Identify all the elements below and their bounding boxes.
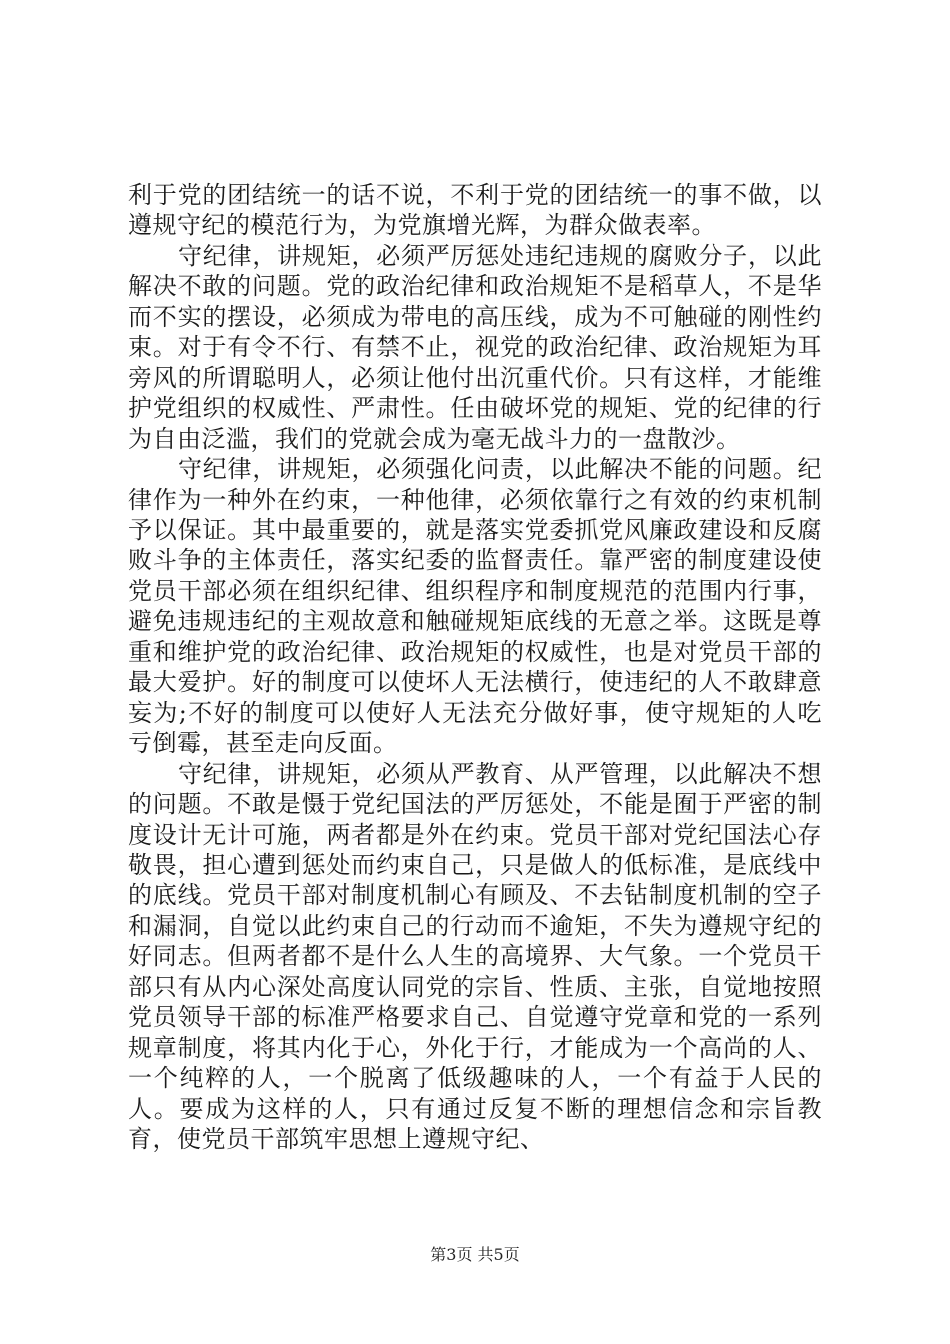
paragraph-punishment: 守纪律，讲规矩，必须严厉惩处违纪违规的腐败分子，以此解决不敢的问题。党的政治纪律和政治规矩不是稻草人，不是华而不实的摆设，必须成为带电的高压线，成为不可触碰的刚性约束。对于有令不行、有禁不止，视党的政治纪律、政治规矩为耳旁风的所谓聪明人，必须让他付出沉重代价。只有这样，才能维护党组织的权威性、严肃性。任由破坏党的规矩、党的纪律的行为自由泛滥，我们的党就会成为毫无战斗力的一盘散沙。	[128, 241, 822, 453]
paragraph-education: 守纪律，讲规矩，必须从严教育、从严管理，以此解决不想的问题。不敢是慑于党纪国法的严厉惩处，不能是囿于严密的制度设计无计可施，两者都是外在约束。党员干部对党纪国法心存敬畏，担心遭到惩处而约束自己，只是做人的低标准，是底线中的底线。党员干部对制度机制心有顾及、不去钻制度机制的空子和漏洞，自觉以此约束自己的行动而不逾矩，不失为遵规守纪的好同志。但两者都不是什么人生的高境界、大气象。一个党员干部只有从内心深处高度认同党的宗旨、性质、主张，自觉地按照党员领导干部的标准严格要求自己、自觉遵守党章和党的一系列规章制度，将其内化于心，外化于行，才能成为一个高尚的人、一个纯粹的人，一个脱离了低级趣味的人，一个有益于人民的人。要成为这样的人，只有通过反复不断的理想信念和宗旨教育，使党员干部筑牢思想上遵规守纪、	[128, 759, 822, 1154]
page-footer: 第3页 共5页	[430, 1245, 520, 1264]
paragraph-accountability: 守纪律，讲规矩，必须强化问责，以此解决不能的问题。纪律作为一种外在约束，一种他律，必须依靠行之有效的约束机制予以保证。其中最重要的，就是落实党委抓党风廉政建设和反腐败斗争的主体责任，落实纪委的监督责任。靠严密的制度建设使党员干部必须在组织纪律、组织程序和制度规范的范围内行事，避免违规违纪的主观故意和触碰规矩底线的无意之举。这既是尊重和维护党的政治纪律、政治规矩的权威性，也是对党员干部的最大爱护。好的制度可以使坏人无法横行，使违纪的人不敢肆意妄为;不好的制度可以使好人无法充分做好事，使守规矩的人吃亏倒霉，甚至走向反面。	[128, 455, 822, 758]
document-body	[128, 180, 822, 1155]
paragraph-continuation: 利于党的团结统一的话不说，不利于党的团结统一的事不做，以遵规守纪的模范行为，为党旗增光辉，为群众做表率。	[128, 181, 822, 240]
